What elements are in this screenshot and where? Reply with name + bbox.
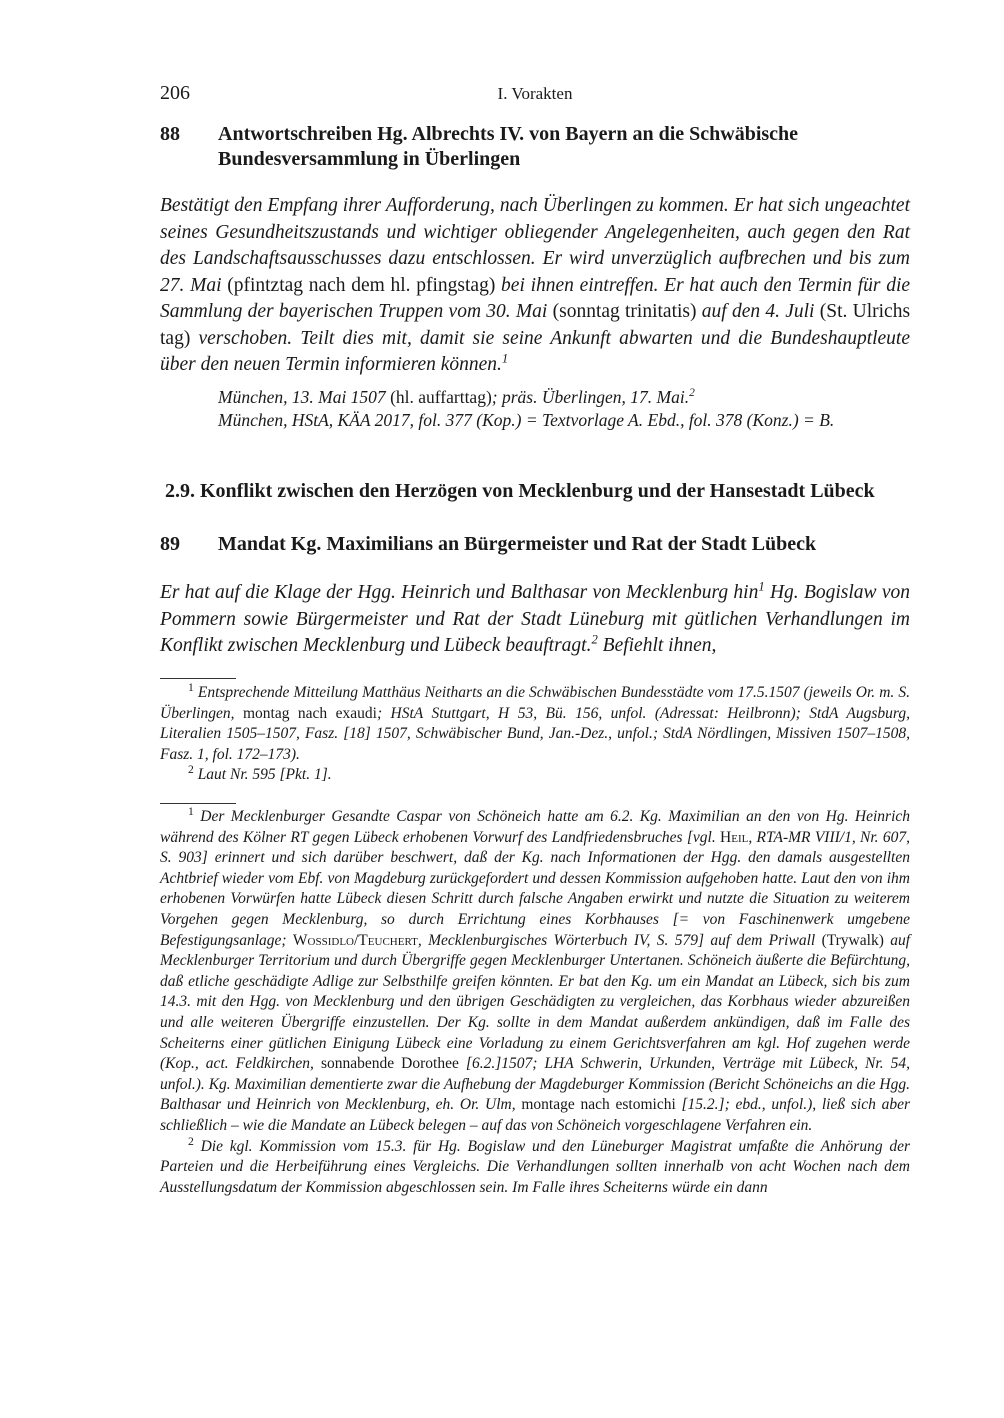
footnote-ref: 2 — [591, 632, 598, 647]
footnote-ref: 1 — [501, 351, 509, 366]
footnotes-doc-88 — [160, 680, 910, 786]
doc-89-number: 89 — [160, 533, 180, 555]
footnote: $^1$ Der Mecklenburger Gesandte Caspar von Schöneich hatte am 6.2. Kg. Maximilian an den von Hg. Heinrich während des Kölner RT gegen Lübeck erhobenen Vorwurf des Landfriedensbruches [vgl. Heil, RTA-MR VIII/1, Nr. 607, S. 903] erinnert und sich darüber beschwert, daß der Kg. nach Informationen der Hgg. den damals ausgestellten Achtbrief wieder vom Ebf. von Magdeburg zurückgefordert und dessen Kommission aufgehoben hatte. Laut den von ihm erhobenen Vorwürfen hatte Lübeck diesen Schritt durch falsche Angaben erwirkt und nutzte die Situation zu weiterem Vorgehen gegen Mecklenburg, so durch Errichtung eines Korbhauses [= von Faschinenwerk umgebene Befestigungsanlage; Wossidlo/Teuchert, Mecklenburgisches Wörterbuch IV, S. 579] auf dem Priwall (Trywalk) auf Mecklenburger Territorium und durch Übergriffe gegen Mecklenburger Untertanen. Schöneich äußerte die Befürchtung, daß etliche geschädigte Adlige zur Selbsthilfe greifen könnten. Er bat den Kg. um ein Mandat an Lübeck, sich bis zum 14.3. mit den Hgg. von Mecklenburg und den übrigen Geschädigten zu vergleichen, das Korbhaus wieder abzureißen und alle weiteren Übergriffe einzustellen. Der Kg. sollte in dem Mandat außerdem ankündigen, daß im Falle des Scheiterns einer gütlichen Einigung Lübeck eine Vorladung zu einem Gerichtsverfahren am kgl. Hof zugehen werde (Kop., act. Feldkirchen, sonnabende Dorothee [6.2.]1507; LHA Schwerin, Urkunden, Verträge mit Lübeck, Nr. 54, unfol.). Kg. Maximilian dementierte zwar die Aufhebung der Magdeburger Kommission (Bericht Schöneichs an die Hgg. Balthasar und Heinrich von Mecklenburg, eh. Or. Ulm, montage nach estomichi [15.2.]; ebd., unfol.), ließ sich aber schließlich – wie die Mandate an Lübeck belegen – auf das von Schöneich vorgeschlagene Verfahren ein. — [160, 804, 911, 1134]
doc-88-heading — [160, 122, 910, 172]
footnote-ref: 2 — [689, 387, 695, 400]
doc-89-heading — [160, 532, 910, 557]
footnote: $^2$ Laut Nr. 595 [Pkt. 1]. — [188, 763, 332, 784]
source-line: München, HStA, KÄA 2017, fol. 377 (Kop.) = Textvorlage A. Ebd., fol. 378 (Konz.) = B. — [218, 410, 835, 430]
section-heading: 2.9. Konflikt zwischen den Herzögen von Mecklenburg und der Hansestadt Lübeck — [165, 480, 875, 502]
doc-88-dating — [218, 386, 910, 432]
doc-88-number: 88 — [160, 123, 180, 145]
dating-line: München, 13. Mai 1507 (hl. auffarttag); präs. Überlingen, 17. Mai.$^2$ — [218, 387, 695, 407]
footnote: $^2$ Die kgl. Kommission vom 15.3. für Hg. Bogislaw und den Lüneburger Magistrat umfaßte die Anhörung der Parteien und die Herbeiführung eines Vergleichs. Die Verhandlungen sollten innerhalb von acht Wochen nach dem Ausstellungsdatum der Kommission abgeschlossen sein. Im Falle ihres Scheiterns würde ein dann — [160, 1134, 911, 1196]
doc-88-regest: Bestätigt den Empfang ihrer Aufforderung, nach Überlingen zu kommen. Er hat sich ungeachtet seines Gesundheitszustands und wichtiger obliegender Angelegenheiten, auch gegen den Rat des Landschaftsausschusses dazu entschlossen. Er wird unverzüglich aufbrechen und bis zum 27. Mai (pfintztag nach dem hl. pfingstag) bei ihnen eintreffen. Er hat auch den Termin für die Sammlung der bayerischen Truppen vom 30. Mai (sonntag trinitatis) auf den 4. Juli (St. Ulrichs tag) verschoben. Teilt dies mit, damit sie seine Ankunft abwarten und die Bundeshauptleute über den neuen Termin informieren können.$^1$ — [160, 195, 911, 375]
doc-89-regest: Er hat auf die Klage der Hgg. Heinrich und Balthasar von Mecklenburg hin$^1$ Hg. Bogislaw von Pommern sowie Bürgermeister und Rat der Stadt Lüneburg mit gütlichen Verhandlungen im Konflikt zwischen Mecklenburg und Lübeck beauftragt.$^2$ Befiehlt ihnen, — [160, 579, 910, 656]
doc-89-title: Mandat Kg. Maximilians an Bürgermeister und Rat der Stadt Lübeck — [218, 533, 817, 555]
footnote-rule — [160, 678, 236, 679]
footnotes-doc-89 — [160, 804, 911, 1198]
doc-88-title: Antwortschreiben Hg. Albrechts IV. von Bayern an die Schwäbische Bundesversammlung in Überlingen — [218, 123, 799, 170]
running-head — [160, 82, 910, 108]
footnote-rule — [160, 803, 236, 804]
footnote: $^1$ Entsprechende Mitteilung Matthäus Neitharts an die Schwäbischen Bundesstädte vom 17.5.1507 (jeweils Or. m. S. Überlingen, montag nach exaudi; HStA Stuttgart, H 53, Bü. 156, unfol. (Adressat: Heilbronn); StdA Augsburg, Literalien 1505–1507, Fasz. [18] 1507, Schwäbischer Bund, Jan.-Dez., unfol.; StdA Nördlingen, Missiven 1507–1508, Fasz. 1, fol. 172–173). — [160, 680, 910, 763]
running-title: I. Vorakten — [497, 84, 573, 103]
page-number: 206 — [160, 82, 190, 104]
footnote-ref: 1 — [758, 579, 765, 594]
